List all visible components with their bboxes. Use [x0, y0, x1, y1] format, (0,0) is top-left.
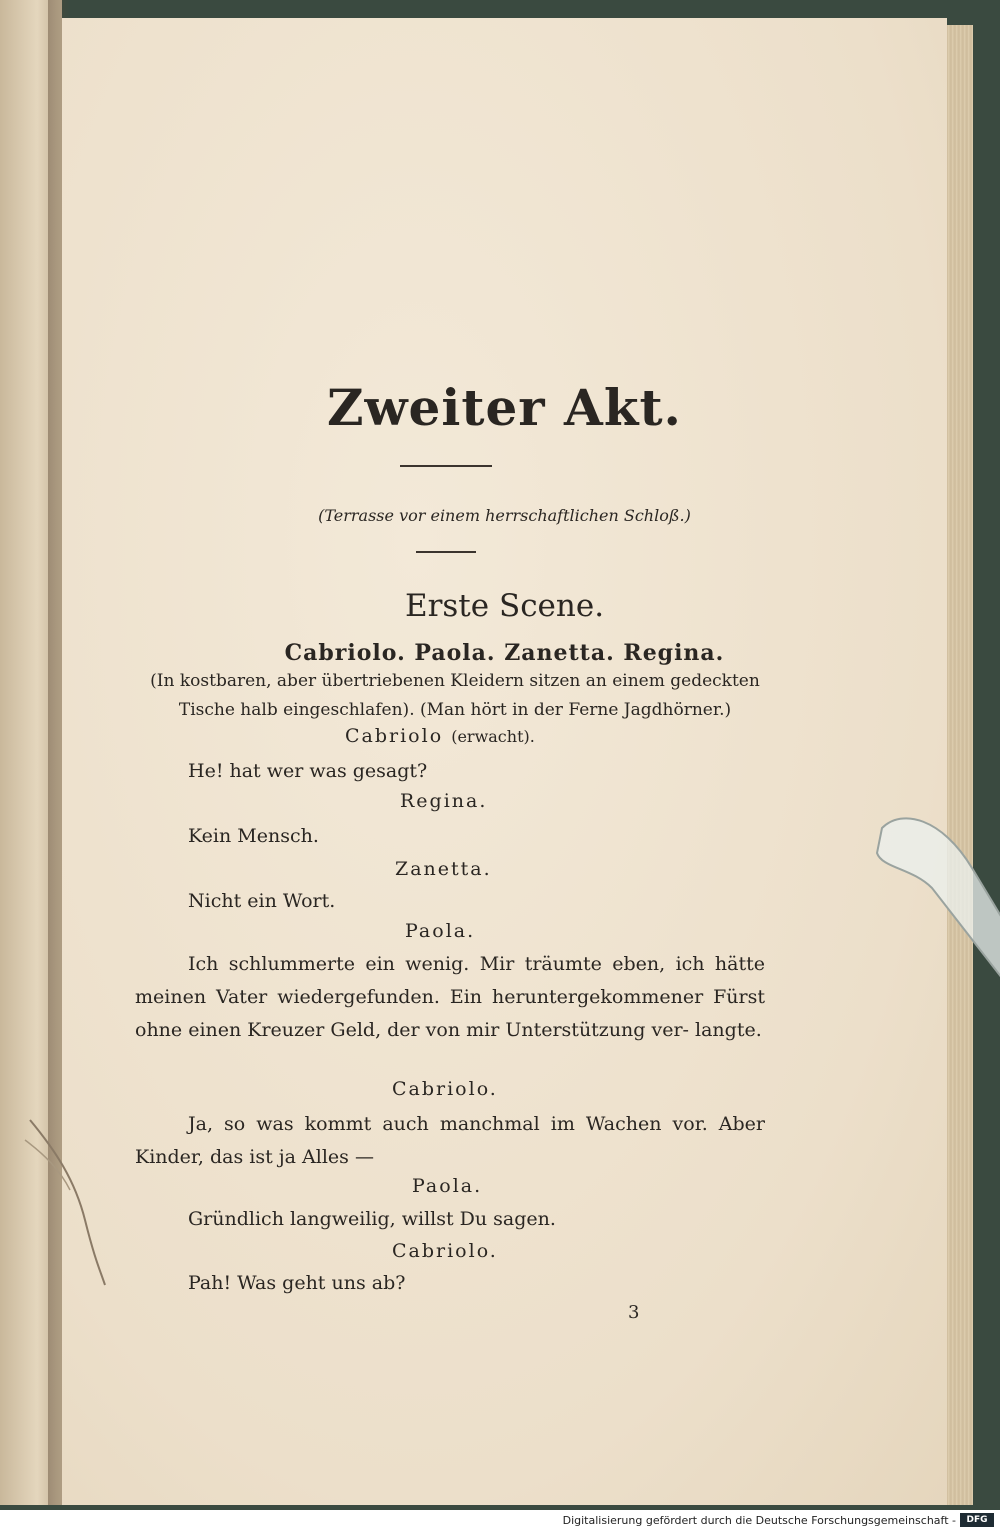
page-clip	[862, 808, 1000, 988]
speaker-cabriolo-2: Cabriolo.	[392, 1078, 498, 1100]
speaker-regina: Regina.	[400, 790, 488, 812]
setting-description: (Terrasse vor einem herrschaftlichen Schloß.)	[318, 506, 691, 525]
dialogue-line-1: He! hat wer was gesagt?	[188, 760, 428, 782]
title-divider	[400, 465, 492, 467]
dialogue-line-4: Gründlich langweilig, willst Du sagen.	[188, 1208, 556, 1230]
dialogue-line-2: Kein Mensch.	[188, 825, 319, 847]
cast-list: Cabriolo. Paola. Zanetta. Regina.	[284, 640, 725, 666]
dialogue-paragraph-1: Ich schlummerte ein wenig. Mir träumte eben, ich hätte meinen Vater wiedergefunden. Ein heruntergekommener Fürst ohne einen Kreuzer Geld, der von mir Unterstützung ver- langte.	[135, 953, 765, 1041]
speaker-cabriolo-1	[345, 725, 535, 747]
speaker-zanetta: Zanetta.	[395, 858, 492, 880]
speaker-cabriolo-3: Cabriolo.	[392, 1240, 498, 1262]
speaker-name: Cabriolo	[345, 725, 444, 747]
act-title: Zweiter Akt.	[327, 378, 682, 437]
page-number: 3	[628, 1302, 640, 1323]
speaker-paola-2: Paola.	[412, 1175, 483, 1197]
footer-credit: Digitalisierung gefördert durch die Deutsche Forschungsgemeinschaft -	[562, 1514, 956, 1527]
setting-divider	[416, 551, 476, 553]
binding-thread	[20, 1110, 110, 1290]
footer-bar	[0, 1510, 1000, 1530]
stage-direction: (In kostbaren, aber übertriebenen Kleidern sitzen an einem gedeckten Tische halb eingeschlafen). (Man hört in der Ferne Jagdhörner.)	[150, 671, 760, 720]
speaker-paola-1: Paola.	[405, 920, 476, 942]
dialogue-line-3: Nicht ein Wort.	[188, 890, 336, 912]
scene-title: Erste Scene.	[404, 588, 605, 624]
speaker-note: (erwacht).	[451, 727, 535, 746]
dialogue-line-5: Pah! Was geht uns ab?	[188, 1272, 406, 1294]
page-stack-edge	[945, 25, 973, 1505]
dfg-logo-icon: DFG	[960, 1513, 994, 1527]
dialogue-paragraph-2: Ja, so was kommt auch manchmal im Wachen vor. Aber Kinder, das ist ja Alles —	[135, 1113, 765, 1168]
